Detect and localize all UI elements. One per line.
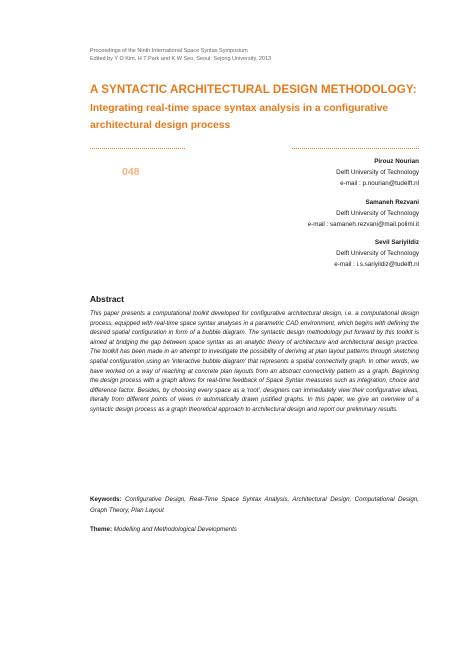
- abstract-heading: Abstract: [90, 294, 124, 304]
- proceedings-header: [90, 47, 271, 63]
- theme-label: Theme:: [90, 526, 113, 533]
- author-block: [334, 237, 419, 270]
- author-email: e-mail : p.nourian@tudelft.nl: [340, 180, 419, 187]
- author-block: [308, 197, 419, 230]
- author-block: [336, 156, 419, 189]
- author-email: e-mail : samaneh.rezvani@mail.polimi.it: [307, 221, 419, 228]
- paper-number: 048: [122, 166, 140, 178]
- author-name: Sevil Sariyildiz: [374, 239, 419, 246]
- paper-title: A SYNTACTIC ARCHITECTURAL DESIGN METHODOLOGY:: [90, 83, 417, 96]
- keywords-text: Configurative Design, Real-Time Space Syntax Analysis, Architectural Design, Computational Design, Graph Theory, Plan Layout: [90, 496, 419, 514]
- abstract-text: This paper presents a computational toolkit developed for configurative architectural design, i.e. a computational design process, equipped with real-time space syntax analyses in a parametric CAD environment, which begins with defining the desired spatial configuration in form of a bubble diagram. The syntactic design methodology put forward by this toolkit is aimed at bridging the gap between space syntax as an analytic theory of architecture and architectural design practice. The toolkit has been made in an attempt to investigate the possibility of deriving at plan layout patterns through sketching spatial configuration using an 'interactive bubble diagram' that represents a spatial connectivity graph. In other words, we have worked on a way of reaching at concrete plan layouts from an abstract connectivity pattern as a graph. Beginning the design process with a graph allows for real-time feedback of Space Syntax measures such as integration, choice and difference factor. Besides, by choosing every space as a 'root', designers can immediately view their configurative ideas, literally from different points of views in automatically drawn justified graphs. In this paper, we give an overview of a syntactic design process as a graph theoretical approach to architectural design and report our preliminary results.: [90, 310, 419, 413]
- author-email: e-mail : i.s.sariyildiz@tudelft.nl: [334, 261, 419, 268]
- theme-text: Modelling and Methodological Developments: [113, 526, 237, 533]
- author-name: Pirouz Nourian: [374, 158, 419, 165]
- author-affiliation: Delft University of Technology: [336, 210, 419, 217]
- divider-right: [292, 148, 419, 149]
- author-affiliation: Delft University of Technology: [336, 169, 419, 176]
- proceedings-line-2: Edited by Y O Kim, H T Park and K W Seo, Seoul: Sejong University, 2013: [90, 56, 272, 62]
- keywords-section: [90, 494, 419, 516]
- divider-left: [90, 148, 185, 149]
- author-affiliation: Delft University of Technology: [336, 250, 419, 257]
- paper-subtitle: Integrating real-time space syntax analysis in a configurative architectural design process: [90, 103, 389, 131]
- author-name: Samaneh Rezvani: [365, 199, 419, 206]
- theme-section: [90, 524, 419, 535]
- proceedings-line-1: Proceedings of the Ninth International Space Syntax Symposium: [90, 48, 248, 54]
- keywords-label: Keywords:: [90, 496, 122, 503]
